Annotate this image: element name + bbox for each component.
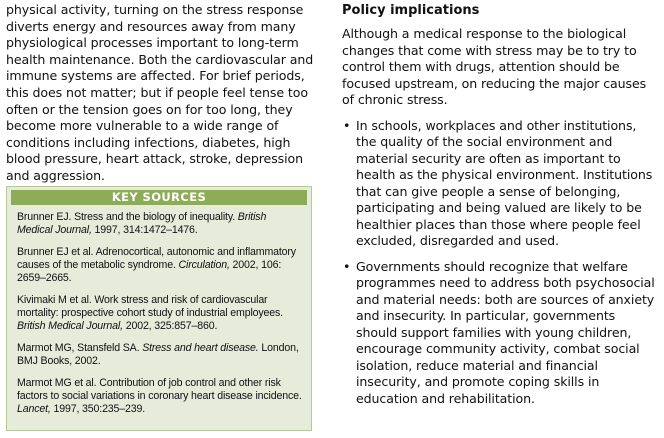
key-sources-title: KEY SOURCES — [11, 190, 307, 205]
bullet-text: Governments should recognize that welfare programmes need to address both psychosocial and material needs: both are sources of anxiety and insecurity. In particular, governments should support families with young children, encourage community activity, combat social isolation, reduce material and financial insecurity, and promote coping skills in education and rehabilitation. — [356, 258, 655, 406]
policy-bullets — [342, 118, 658, 408]
source-citation: 1997, 350:235–239. — [50, 403, 146, 415]
left-column — [6, 2, 326, 185]
key-sources-box — [6, 186, 312, 431]
bullet-icon: • — [343, 258, 351, 274]
policy-intro: Although a medical response to the biological changes that come with stress may be to try to control them with drugs, attention should be focused upstream, on reducing the major causes of chronic stress. — [342, 26, 647, 107]
bullet-icon: • — [343, 117, 351, 133]
source-text: Marmot MG et al. Contribution of job control and other risk factors to social variations in coronary heart disease incidence. — [17, 377, 302, 402]
source-item — [17, 211, 303, 237]
source-journal: Stress and heart disease. — [142, 342, 259, 354]
source-text: Kivimaki M et al. Work stress and risk of cardiovascular mortality: prospective cohort study of industrial employees. — [17, 294, 283, 319]
source-item — [17, 246, 303, 285]
source-citation: 2002, 325:857–860. — [122, 320, 218, 332]
source-journal: Lancet, — [17, 403, 51, 415]
policy-heading: Policy implications — [342, 3, 480, 18]
source-citation: London, BMJ Books, 2002. — [17, 342, 299, 367]
source-text: Brunner EJ. Stress and the biology of inequality. — [17, 211, 238, 223]
source-item — [17, 377, 303, 416]
bullet-item — [342, 259, 658, 408]
bullet-text: In schools, workplaces and other institutions, the quality of the social environment and material security are often as important to health as the physical environment. Institutions that can give people a sense of belonging, participating and being valued are likely to be healthier places than those where people feel excluded, disregarded and used. — [356, 117, 653, 248]
source-text: Brunner EJ et al. Adrenocortical, autonomic and inflammatory causes of the metabolic syndrome. — [17, 246, 296, 271]
key-sources-list — [7, 205, 311, 416]
source-journal: British Medical Journal, — [17, 320, 123, 332]
source-item — [17, 342, 303, 368]
source-citation: 1997, 314:1472–1476. — [91, 224, 198, 236]
source-text: Marmot MG, Stansfeld SA. — [17, 342, 143, 354]
source-journal: British Medical Journal, — [17, 211, 267, 236]
source-item — [17, 294, 303, 333]
bullet-item — [342, 118, 658, 250]
source-citation: 2002, 106: 2659–2665. — [17, 259, 282, 284]
body-paragraph: physical activity, turning on the stress response diverts energy and resources away from many physiological processes important to long-term health maintenance. Both the cardiovascular and immune systems are affected. For brief periods, this does not matter; but if people feel tense too often or the tension goes on for too long, they become more vulnerable to a wide range of conditions including infections, diabetes, high blood pressure, heart attack, stroke, depression and aggression. — [6, 2, 314, 183]
source-journal: Circulation, — [178, 259, 230, 271]
right-column — [342, 2, 658, 416]
